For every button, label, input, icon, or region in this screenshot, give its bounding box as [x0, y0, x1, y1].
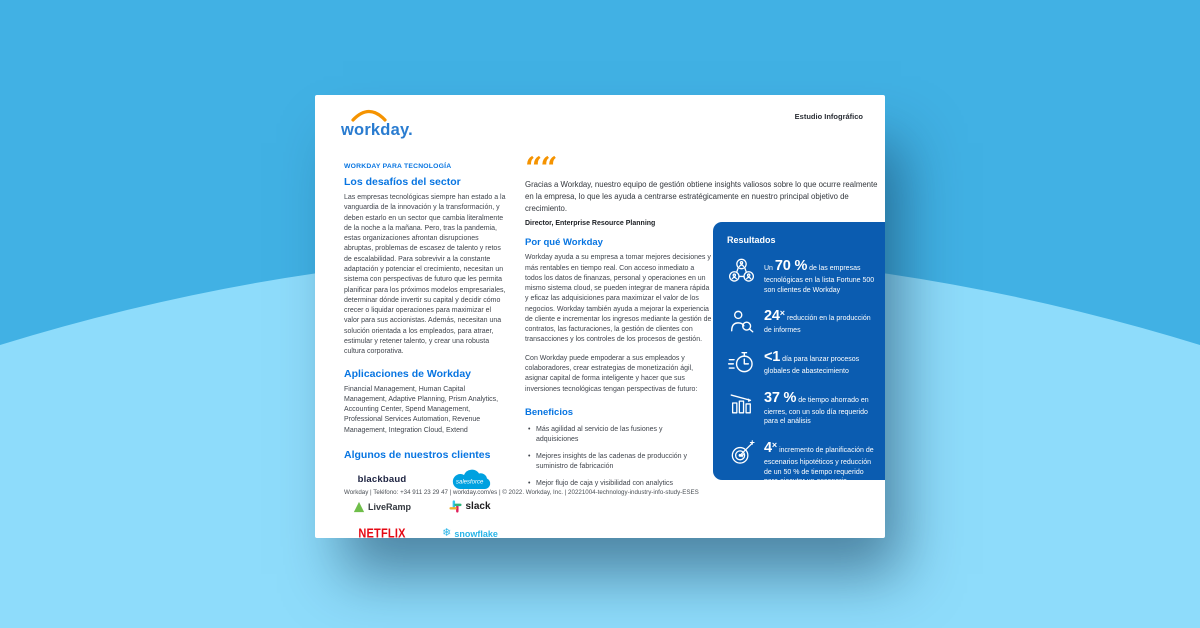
stat-text: incremento de planificación de escenarios hipotéticos y reducción de un 50 % de tiempo requerido para ejecutar un escenario — [764, 446, 874, 486]
stat-value: 37 % — [764, 389, 797, 406]
salesforce-logo-text: salesforce — [456, 479, 484, 486]
stat-row — [727, 256, 875, 295]
benefits-title: Beneficios — [525, 406, 574, 418]
stat-text: de las empresas tecnológicas en la lista Fortune 500 son clientes de Workday — [764, 265, 875, 294]
client-logo-netflix — [358, 525, 405, 543]
quote-attribution: Director, Enterprise Resource Planning — [525, 220, 656, 228]
bar-chart-decline-icon — [727, 388, 756, 417]
workday-arc-icon — [353, 112, 385, 121]
clients-title: Algunos de nuestros clientes — [344, 448, 491, 461]
stat-value: 70 % — [774, 258, 808, 274]
stat-suffix: × — [779, 308, 785, 319]
why-title: Por qué Workday — [525, 237, 603, 249]
person-search-icon — [727, 306, 756, 335]
stat-text-block — [764, 256, 875, 295]
infographic-card — [315, 95, 885, 541]
results-panel — [713, 222, 885, 486]
stat-row — [727, 347, 875, 377]
stopwatch-icon — [727, 347, 756, 376]
workday-logo-text: workday. — [341, 121, 413, 139]
stat-row — [727, 388, 875, 427]
quote-mark-icon: ““ — [525, 151, 556, 186]
client-logo-snowflake — [442, 525, 498, 543]
slack-logo-text: slack — [465, 501, 491, 513]
client-logo-salesforce — [447, 471, 493, 489]
people-network-icon — [727, 256, 756, 285]
stat-text: día para lanzar procesos globales de abastecimiento — [764, 355, 860, 375]
stat-text: reducción en la producción de informes — [764, 315, 871, 335]
stat-prefix: Un — [764, 265, 775, 272]
left-column — [344, 163, 508, 543]
stat-value: 4 — [764, 439, 772, 456]
client-logo-blackbaud — [358, 471, 407, 489]
netflix-logo-text: NETFLIX — [358, 526, 406, 541]
challenges-text: Las empresas tecnológicas siempre han estado a la vanguardia de la innovación y la transformación, y deben estarlo en un sector que cambia literalmente de la noche a la mañana. Pero, tras la pandemia, estas organizaciones afrontan disrupciones abruptas, problemas de escasez de talento y retos de escalabilidad. Para sobrevivir a la constante adaptación y potenciar el crecimiento, necesitan un sistema con perspectivas de futuro que les permita planificar para los próximos modelos empresariales, determinar dónde invertir su capital y decidir cómo crecer o liquidar operaciones para maximizar el valor para sus accionistas. Además, necesitan una solución orientada a los empleados, para atraer, estimular y retener talento, y crear una robusta cultura corporativa. — [344, 194, 506, 356]
snowflake-icon: ❄ — [442, 527, 452, 540]
client-logos — [344, 471, 508, 543]
stat-text-block — [764, 347, 875, 377]
why-paragraph-2: Con Workday puede empoderar a sus empleados y colaboradores, crear estrategias de monetización ágil, asignar capital de forma inteligente y hacer que sus inversiones tecnológicas tengan perspectivas de futuro: — [525, 354, 698, 393]
stat-row — [727, 306, 875, 336]
stat-text-block — [764, 388, 875, 427]
challenges-title: Los desafíos del sector — [344, 176, 461, 188]
snowflake-logo-text: snowflake — [454, 528, 498, 539]
blackbaud-logo-text: blackbaud — [357, 474, 407, 486]
stat-row — [727, 438, 875, 487]
why-workday-section — [525, 237, 713, 488]
benefit-item: • Más agilidad al servicio de las fusiones y adquisiciones — [536, 425, 706, 445]
section-eyebrow: WORKDAY PARA TECNOLOGÍA — [344, 163, 452, 170]
target-arrow-icon — [727, 438, 756, 467]
applications-title: Aplicaciones de Workday — [344, 367, 472, 380]
stat-suffix: × — [771, 439, 778, 450]
benefit-item: • Mejor flujo de caja y visibilidad con analytics — [536, 479, 706, 489]
liveramp-triangle-icon — [353, 501, 365, 513]
results-title: Resultados — [727, 235, 776, 245]
stat-value: 24 — [764, 308, 780, 325]
benefits-list — [525, 425, 713, 489]
applications-text: Financial Management, Human Capital Management, Adaptive Planning, Prism Analytics, Accounting Center, Spend Management, Professional Services Automation, Revenue Management, Integration Cloud, Extend — [344, 385, 499, 434]
stat-text: de tiempo ahorrado en cierres, con un solo día requerido para el análisis — [764, 396, 869, 426]
client-logo-liveramp — [353, 498, 411, 516]
why-paragraph-1: Workday ayuda a su empresa a tomar mejores decisiones y más rentables en tiempo real. Con acceso inmediato a todos los datos de finanzas, personal y operaciones en un mismo sistema cloud, se pueden integrar de manera rápida y eficaz las adquisiciones para maximizar el valor de los negocios. Workday también ayuda a mejorar la experiencia de cliente e incrementar los ingresos mediante la gestión de contratos, las facturaciones, la gestión de clientes con transacciones y los controles de los procesos de gestión. — [525, 254, 712, 344]
liveramp-logo-text: LiveRamp — [367, 501, 411, 512]
stat-text-block — [764, 438, 875, 487]
quote-text: Gracias a Workday, nuestro equipo de gestión obtiene insights valiosos sobre lo que ocurre realmente en la empresa, lo que les ayuda a centrarse estratégicamente en nuestro principal objetivo de crecimiento. — [525, 180, 878, 214]
benefit-item: • Mejores insights de las cadenas de producción y suministro de fabricación — [536, 452, 706, 472]
doc-type-label: Estudio Infográfico — [794, 112, 863, 121]
workday-logo — [339, 107, 423, 141]
slack-hash-icon — [449, 500, 462, 513]
footer-text: Workday | Teléfono: +34 911 23 29 47 | workday.com/es | © 2022. Workday, Inc. | 20221004-technology-industry-info-study-ESES — [344, 489, 699, 496]
stat-text-block — [764, 306, 875, 336]
client-logo-slack — [449, 498, 490, 516]
stat-value: <1 — [764, 348, 781, 365]
